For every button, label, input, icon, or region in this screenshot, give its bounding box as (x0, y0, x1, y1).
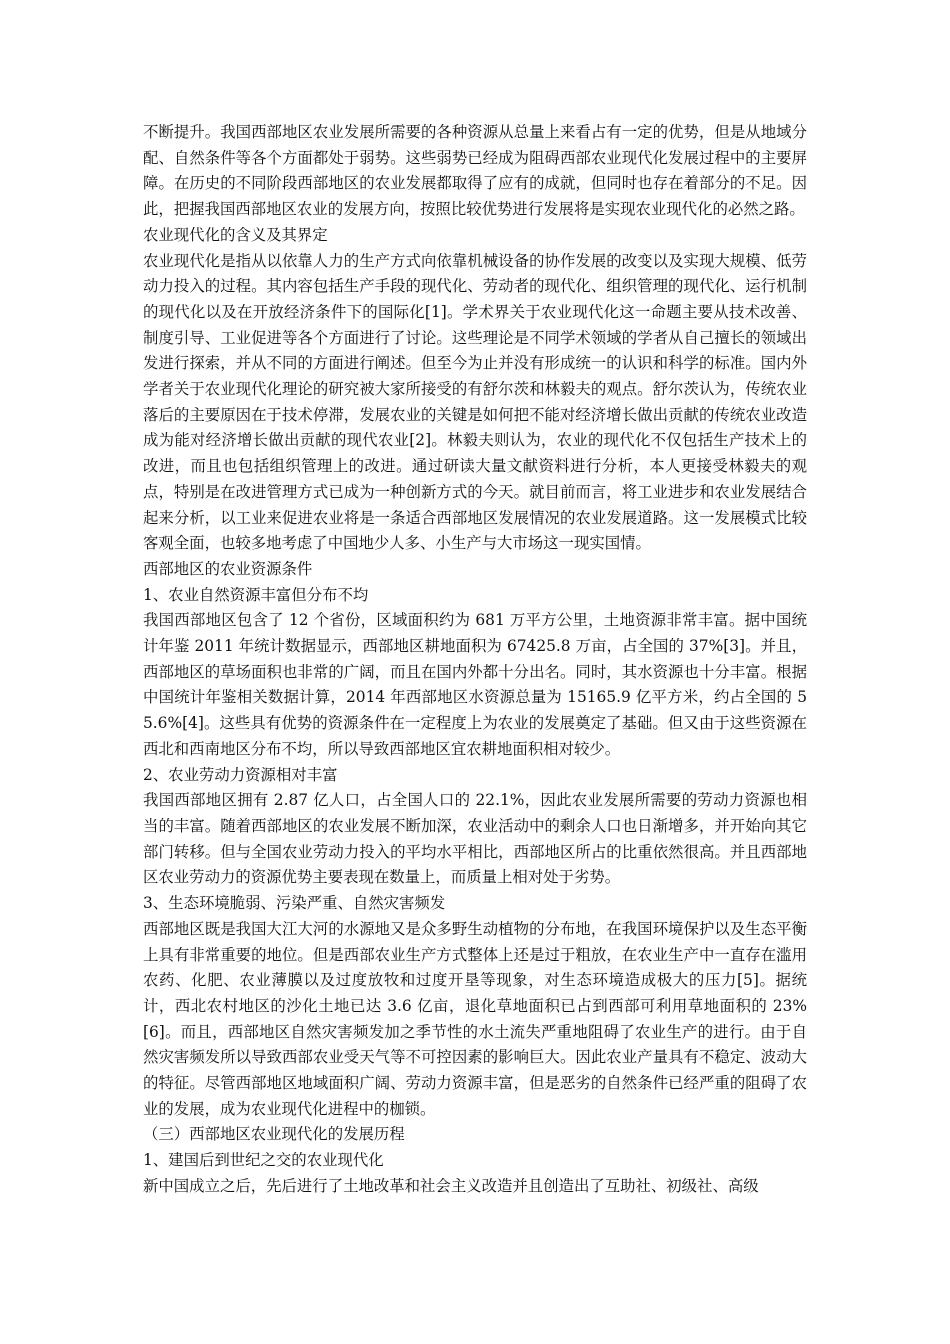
subheading-labor-resources: 2、农业劳动力资源相对丰富 (143, 765, 338, 784)
subheading-post-founding: 1、建国后到世纪之交的农业现代化 (143, 1151, 384, 1170)
paragraph-definition: 农业现代化是指从以依靠人力的生产方式向依靠机械设备的协作发展的改变以及实现大规模、低劳动力投入的过程。其内容包括生产手段的现代化、劳动者的现代化、组织管理的现代化、运行机制的现代化以及在开放经济条件下的国际化[1]。学术界关于农业现代化这一命题主要从技术改善、制度引导、工业促进等各个方面进行了讨论。这些理论是不同学术领域的学者从自己擅长的领域出发进行探索，并从不同的方面进行阐述。但至今为止并没有形成统一的认识和科学的标准。国内外学者关于农业现代化理论的研究被大家所接受的有舒尔茨和林毅夫的观点。舒尔茨认为，传统农业落后的主要原因在于技术停滞，发展农业的关键是如何把不能对经济增长做出贡献的传统农业改造成为能对经济增长做出贡献的现代农业[2]。林毅夫则认为，农业的现代化不仅包括生产技术上的改进，而且也包括组织管理上的改进。通过研读大量文献资料进行分析，本人更接受林毅夫的观点，特别是在改进管理方式已成为一种创新方式的今天。就目前而言，将工业进步和农业发展结合起来分析，以工业来促进农业将是一条适合西部地区发展情况的农业发展道路。这一发展模式比较客观全面，也较多地考虑了中国地少人多、小生产与大市场这一现实国情。 (143, 251, 807, 553)
paragraph-natural-resources: 我国西部地区包含了 12 个省份，区域面积约为 681 万平方公里，土地资源非常丰富。据中国统计年鉴 2011 年统计数据显示，西部地区耕地面积为 67425.8 万亩，占全国的 37%[3]。并且，西部地区的草场面积也非常的广阔，而且在国内外都十分出名。同时，其水资源也十分丰富。根据中国统计年鉴相关数据计算，2014 年西部地区水资源总量为 15165.9 亿平方米，约占全国的 55.6%[4]。这些具有优势的资源条件在一定程度上为农业的发展奠定了基础。但又由于这些资源在西北和西南地区分布不均，所以导致西部地区宜农耕地面积相对较少。 (143, 611, 807, 758)
document-body (143, 120, 807, 1200)
paragraph-intro: 不断提升。我国西部地区农业发展所需要的各种资源从总量上来看占有一定的优势，但是从地域分配、自然条件等各个方面都处于弱势。这些弱势已经成为阻碍西部农业现代化发展过程中的主要屏障。在历史的不同阶段西部地区的农业发展都取得了应有的成就，但同时也存在着部分的不足。因此，把握我国西部地区农业的发展方向，按照比较优势进行发展将是实现农业现代化的必然之路。 (143, 123, 807, 219)
subheading-environment: 3、生态环境脆弱、污染严重、自然灾害频发 (143, 894, 446, 913)
section-heading-definition: 农业现代化的含义及其界定 (143, 225, 328, 244)
subheading-natural-resources: 1、农业自然资源丰富但分布不均 (143, 585, 369, 604)
paragraph-post-founding: 新中国成立之后，先后进行了土地改革和社会主义改造并且创造出了互助社、初级社、高级 (143, 1176, 759, 1195)
paragraph-environment: 西部地区既是我国大江大河的水源地又是众多野生动植物的分布地，在我国环境保护以及生态平衡上具有非常重要的地位。但是西部农业生产方式整体上还是过于粗放，在农业生产中一直存在滥用农药、化肥、农业薄膜以及过度放牧和过度开垦等现象，对生态环境造成极大的压力[5]。据统计，西北农村地区的沙化土地已达 3.6 亿亩，退化草地面积已占到西部可利用草地面积的 23%[6]。而且，西部地区自然灾害频发加之季节性的水土流失严重地阻碍了农业生产的进行。由于自然灾害频发所以导致西部农业受天气等不可控因素的影响巨大。因此农业产量具有不稳定、波动大的特征。尽管西部地区地域面积广阔、劳动力资源丰富，但是恶劣的自然条件已经严重的阻碍了农业的发展，成为农业现代化进程中的枷锁。 (143, 919, 807, 1118)
paragraph-labor-resources: 我国西部地区拥有 2.87 亿人口，占全国人口的 22.1%，因此农业发展所需要的劳动力资源也相当的丰富。随着西部地区的农业发展不断加深，农业活动中的剩余人口也日渐增多，并开始向其它部门转移。但与全国农业劳动力投入的平均水平相比，西部地区所占的比重依然很高。并且西部地区农业劳动力的资源优势主要表现在数量上，而质量上相对处于劣势。 (143, 791, 807, 887)
section-heading-history: （三）西部地区农业现代化的发展历程 (143, 1125, 405, 1144)
section-heading-resources: 西部地区的农业资源条件 (143, 559, 313, 578)
